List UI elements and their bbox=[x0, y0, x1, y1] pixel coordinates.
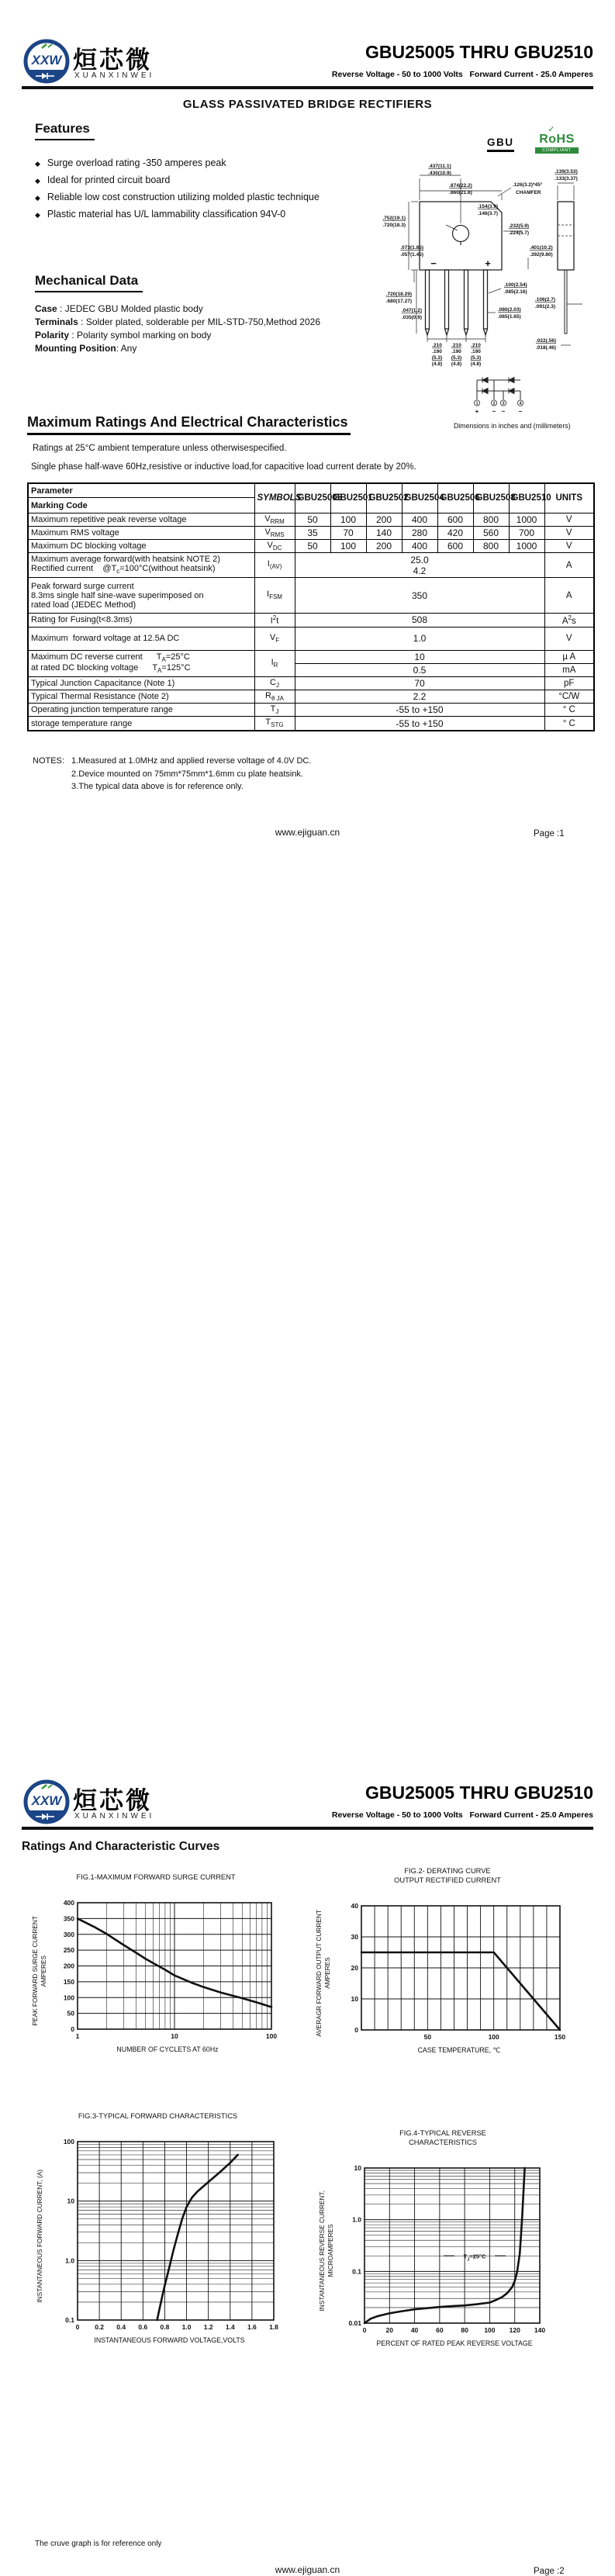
dimension-label: 4 bbox=[519, 401, 522, 406]
value-cell: 508 bbox=[295, 614, 544, 628]
value-cell: 0.5 bbox=[295, 663, 544, 676]
dimension-label: .022(.56) bbox=[535, 338, 556, 344]
symbol-cell: $V_{RRM}$ bbox=[254, 513, 295, 526]
svg-text:0.2: 0.2 bbox=[95, 2323, 105, 2331]
value-cell: 700 bbox=[509, 526, 544, 539]
company-name-en: XUANXINWEI bbox=[74, 71, 155, 80]
svg-text:0.8: 0.8 bbox=[160, 2323, 170, 2331]
title-subline: Reverse Voltage - 50 to 1000 Volts Forward Current - 25.0 Amperes bbox=[331, 1810, 593, 1820]
value-cell: 25.0 4.2 bbox=[295, 553, 544, 578]
svg-text:40: 40 bbox=[351, 1902, 358, 1910]
column-header-symbols: SYMBOLS bbox=[254, 483, 295, 513]
logo-xxw-text: XXW bbox=[31, 1793, 62, 1808]
value-cell: 400 bbox=[402, 539, 437, 552]
svg-text:1.8: 1.8 bbox=[269, 2323, 278, 2331]
symbol-cell: $C_J$ bbox=[254, 676, 295, 690]
dimension-label: .065(1.65) bbox=[498, 314, 521, 320]
unit-cell: ° C bbox=[544, 704, 594, 717]
y-axis-label: INSTANTANEOUS FORWARD CURRENT, (A) bbox=[35, 2169, 43, 2303]
column-header-parameter: Parameter Marking Code bbox=[28, 483, 254, 513]
header-divider bbox=[22, 1827, 593, 1830]
dimensions-note: Dimensions in inches and (millimeters) bbox=[454, 422, 571, 430]
dimension-label: .133(3.37) bbox=[555, 176, 578, 182]
column-header-device: GBU2508 bbox=[473, 483, 509, 513]
dimension-label: .085(2.16) bbox=[504, 289, 527, 295]
logo-xxw-text: XXW bbox=[31, 53, 62, 67]
dimension-label: (4.8) bbox=[470, 361, 482, 367]
notes-items bbox=[71, 755, 311, 794]
svg-text:0: 0 bbox=[71, 2025, 74, 2033]
value-cell: 100 bbox=[330, 513, 366, 526]
svg-text:10: 10 bbox=[171, 2032, 178, 2040]
value-cell: 200 bbox=[366, 539, 402, 552]
features-list bbox=[35, 155, 337, 223]
dimension-label: .126(3.2)*45° bbox=[513, 182, 543, 188]
note-line: 1.Measured at 1.0MHz and applied reverse voltage of 4.0V DC. bbox=[71, 756, 312, 766]
parameter-cell: Maximum RMS voltage bbox=[28, 526, 254, 539]
dimension-label: + bbox=[475, 408, 479, 415]
value-cell: -55 to +150 bbox=[295, 704, 544, 717]
svg-text:0.01: 0.01 bbox=[348, 2319, 361, 2327]
curve-reference-note: The cruve graph is for reference only bbox=[35, 2540, 162, 2548]
dimension-label: .047(1.2) bbox=[401, 308, 422, 313]
dimension-label: .190 bbox=[451, 349, 461, 354]
svg-text:300: 300 bbox=[63, 1930, 74, 1938]
parameter-cell: Maximum DC blocking voltage bbox=[28, 539, 254, 552]
column-header-device: GBU25005 bbox=[295, 483, 330, 513]
parameter-cell: Maximum DC reverse current $T_A=25^\circ C$ at rated DC blocking voltage $T_A=125^\circ C$ bbox=[28, 650, 254, 676]
dimension-label: 2 bbox=[492, 401, 496, 406]
column-header-units: UNITS bbox=[544, 483, 594, 513]
symbol-cell: $T_{STG}$ bbox=[254, 717, 295, 731]
unit-cell: µ A bbox=[544, 650, 594, 663]
company-name-en: XUANXINWEI bbox=[74, 1812, 155, 1820]
dimension-label: (4.8) bbox=[431, 361, 443, 367]
dimension-label: CHAMFER bbox=[516, 190, 541, 195]
dimension-label: .680(17.27) bbox=[385, 299, 412, 304]
symbol-cell: $V_{DC}$ bbox=[254, 539, 295, 552]
mechanical-data-line: Terminals : Solder plated, solderable per MIL-STD-750,Method 2026 bbox=[35, 316, 320, 327]
svg-text:1: 1 bbox=[75, 2032, 80, 2040]
dimension-label: − bbox=[518, 408, 523, 415]
note-line: 2.Device mounted on 75mm*75mm*1.6mm cu plate heatsink. bbox=[71, 769, 303, 779]
feature-text: Ideal for printed circuit board bbox=[47, 175, 171, 185]
mechanical-data-line: Case : JEDEC GBU Molded plastic body bbox=[35, 303, 203, 314]
figure-title: FIG.3-TYPICAL FORWARD CHARACTERISTICS bbox=[78, 2112, 238, 2120]
unit-cell: V bbox=[544, 526, 594, 539]
svg-text:1.0: 1.0 bbox=[65, 2256, 74, 2265]
value-cell: -55 to +150 bbox=[295, 717, 544, 731]
column-header-device: GBU2510 bbox=[509, 483, 544, 513]
parameter-cell: Typical Junction Capacitance (Note 1) bbox=[28, 676, 254, 690]
bullet-icon: ◆ bbox=[35, 194, 40, 202]
svg-text:40: 40 bbox=[410, 2326, 419, 2334]
symbol-cell: $V_{RMS}$ bbox=[254, 526, 295, 539]
svg-text:100: 100 bbox=[484, 2326, 496, 2334]
dimension-label: .232(5.9) bbox=[509, 223, 530, 229]
svg-text:150: 150 bbox=[554, 2033, 566, 2041]
symbol-cell: $R_{\theta JA}$ bbox=[254, 690, 295, 704]
dimension-label: .210 bbox=[432, 343, 442, 348]
dimension-label: .210 bbox=[451, 343, 461, 348]
parameter-cell: Rating for Fusing(t<8.3ms) bbox=[28, 614, 254, 628]
svg-text:1.0: 1.0 bbox=[352, 2215, 361, 2224]
symbol-cell: $I_{(AV)}$ bbox=[254, 553, 295, 578]
datasheet-page-2 bbox=[0, 870, 615, 2576]
dimension-label: (5.3) bbox=[470, 355, 482, 361]
unit-cell: pF bbox=[544, 676, 594, 690]
unit-cell: ° C bbox=[544, 717, 594, 731]
ratings-table bbox=[27, 482, 595, 731]
value-cell: 70 bbox=[330, 526, 366, 539]
dimension-label: .035(0.9) bbox=[401, 315, 422, 320]
value-cell: 2.2 bbox=[295, 690, 544, 704]
table-row bbox=[28, 513, 594, 526]
parameter-cell: Typical Thermal Resistance (Note 2) bbox=[28, 690, 254, 704]
value-cell: 350 bbox=[295, 578, 544, 614]
column-header-device: GBU2506 bbox=[437, 483, 473, 513]
value-cell: 400 bbox=[402, 513, 437, 526]
svg-text:100: 100 bbox=[63, 2138, 74, 2146]
dimension-label: .073(1.85) bbox=[400, 245, 423, 251]
value-cell: 200 bbox=[366, 513, 402, 526]
company-logo bbox=[23, 1779, 70, 1824]
table-row bbox=[28, 614, 594, 628]
x-axis-label: INSTANTANEOUS FORWARD VOLTAGE,VOLTS bbox=[94, 2336, 245, 2344]
fig1-surge-current-chart bbox=[28, 1872, 284, 2053]
dimension-label: .091(2.3) bbox=[534, 304, 555, 309]
mechanical-data-heading: Mechanical Data bbox=[35, 273, 143, 292]
svg-text:60: 60 bbox=[436, 2326, 444, 2334]
mechanical-data-list bbox=[35, 303, 320, 355]
dimension-label: − bbox=[430, 258, 437, 269]
dimension-label: ~ bbox=[492, 408, 496, 415]
svg-text:1.6: 1.6 bbox=[247, 2323, 257, 2331]
value-cell: 35 bbox=[295, 526, 330, 539]
rohs-text: RoHS bbox=[539, 133, 575, 146]
column-header-device: GBU2504 bbox=[402, 483, 437, 513]
unit-cell: V bbox=[544, 513, 594, 526]
company-name-cn: 烜芯微 bbox=[73, 1787, 152, 1814]
svg-text:100: 100 bbox=[265, 2032, 278, 2040]
dimension-label: .720(18.29) bbox=[385, 292, 412, 297]
dimension-label: .139(3.53) bbox=[555, 169, 578, 175]
value-cell: 560 bbox=[473, 526, 509, 539]
rohs-compliant-text: COMPLIANT bbox=[535, 147, 579, 154]
unit-cell: V bbox=[544, 539, 594, 552]
svg-text:120: 120 bbox=[509, 2326, 520, 2334]
figure-title: FIG.4-TYPICAL REVERSE CHARACTERISTICS bbox=[399, 2129, 486, 2146]
value-cell: 70 bbox=[295, 676, 544, 690]
svg-text:0: 0 bbox=[75, 2323, 80, 2331]
feature-text: Plastic material has U/L lammability classification 94V-0 bbox=[47, 209, 286, 220]
dimension-label: .100(2.54) bbox=[504, 282, 527, 288]
mechanical-data-line: Mounting Position: Any bbox=[35, 343, 137, 354]
parameter-cell: Maximum average forward(with heatsink NOTE 2) Rectified current $@T_c=100^\circ C(without$ heatsink) bbox=[28, 553, 254, 578]
svg-text:0.1: 0.1 bbox=[352, 2267, 361, 2276]
figure-title: FIG.1-MAXIMUM FORWARD SURGE CURRENT bbox=[76, 1873, 236, 1881]
features-heading: Features bbox=[35, 121, 95, 140]
dimension-label: .752(19.1) bbox=[382, 216, 406, 221]
website-footer: www.ejiguan.cn bbox=[275, 827, 340, 838]
value-cell: 800 bbox=[473, 539, 509, 552]
svg-text:100: 100 bbox=[63, 1993, 74, 2002]
page-title: GBU25005 THRU GBU2510 bbox=[365, 1782, 593, 1803]
ratings-condition-1: Ratings at 25°C ambient temperature unless otherwisespecified. bbox=[33, 444, 287, 453]
dimension-label: 1 bbox=[475, 401, 479, 406]
dimension-label: .057(1.45) bbox=[400, 252, 423, 258]
fig4-reverse-characteristics-chart bbox=[315, 2128, 571, 2347]
bullet-icon: ◆ bbox=[35, 160, 40, 168]
dimension-label: .018(.46) bbox=[535, 345, 556, 351]
figure-title: FIG.2- DERATING CURVE OUTPUT RECTIFIED CURRENT bbox=[394, 1867, 501, 1884]
svg-text:0.1: 0.1 bbox=[65, 2316, 74, 2324]
figure-plot bbox=[335, 1902, 566, 2044]
table-row bbox=[28, 717, 594, 731]
notes-label: NOTES: bbox=[33, 756, 64, 766]
symbol-cell: $T_J$ bbox=[254, 704, 295, 717]
fig3-forward-characteristics-chart bbox=[28, 2111, 288, 2344]
dimension-label: .392(9.80) bbox=[530, 252, 553, 258]
svg-text:30: 30 bbox=[351, 1933, 358, 1941]
value-cell: 50 bbox=[295, 539, 330, 552]
table-row bbox=[28, 539, 594, 552]
parameter-cell: storage temperature range bbox=[28, 717, 254, 731]
svg-text:350: 350 bbox=[63, 1914, 74, 1923]
dimension-label: .190 bbox=[432, 349, 442, 354]
figure-plot bbox=[338, 2164, 546, 2337]
parameter-cell: Peak forward surge current 8.3ms single half sine-wave superimposed on rated load (JEDEC Method) bbox=[28, 578, 254, 614]
datasheet-page-1 bbox=[0, 0, 615, 870]
value-cell: 1000 bbox=[509, 513, 544, 526]
svg-text:0.6: 0.6 bbox=[138, 2323, 148, 2331]
svg-text:1.4: 1.4 bbox=[225, 2323, 235, 2331]
unit-cell: A bbox=[544, 553, 594, 578]
figure-plot bbox=[51, 1899, 278, 2043]
svg-text:140: 140 bbox=[534, 2326, 546, 2334]
y-axis-label: PEAK FORWARD SURGE CURRENT AMPERES bbox=[31, 1916, 47, 2026]
svg-text:10: 10 bbox=[354, 2164, 361, 2172]
dimension-label: .154(3.9) bbox=[477, 204, 499, 209]
dimension-label: .874(22.2) bbox=[449, 183, 472, 188]
dimension-label: (5.3) bbox=[451, 355, 462, 361]
rohs-check-icon: ✓ bbox=[548, 125, 555, 134]
symbol-cell: $I^2t$ bbox=[254, 614, 295, 628]
svg-text:50: 50 bbox=[423, 2033, 432, 2041]
page-number: Page :1 bbox=[534, 829, 565, 838]
value-cell: 1.0 bbox=[295, 627, 544, 650]
package-outline-drawing bbox=[320, 109, 615, 417]
svg-text:1.0: 1.0 bbox=[181, 2323, 192, 2331]
unit-cell: A bbox=[544, 578, 594, 614]
dimension-label: 3 bbox=[502, 401, 505, 406]
ratings-heading: Maximum Ratings And Electrical Characteristics bbox=[27, 414, 351, 435]
bullet-icon: ◆ bbox=[35, 177, 40, 185]
unit-cell: $A^2s$ bbox=[544, 614, 594, 628]
notes-block bbox=[33, 755, 311, 794]
table-header-row bbox=[28, 483, 594, 513]
value-cell: 50 bbox=[295, 513, 330, 526]
table-row bbox=[28, 578, 594, 614]
table-row bbox=[28, 676, 594, 690]
page-title: GBU25005 THRU GBU2510 bbox=[365, 42, 593, 62]
value-cell: 600 bbox=[437, 513, 473, 526]
value-cell: 10 bbox=[295, 650, 544, 663]
value-cell: 280 bbox=[402, 526, 437, 539]
svg-text:250: 250 bbox=[63, 1946, 74, 1955]
dimension-label: (4.8) bbox=[451, 361, 462, 367]
svg-text:1.2: 1.2 bbox=[203, 2323, 213, 2331]
svg-text:0: 0 bbox=[362, 2326, 367, 2334]
feature-text: Surge overload rating -350 amperes peak bbox=[47, 157, 226, 168]
y-axis-label: INSTANTANEOUS REVERSE CURRENT, MICROAMPERES bbox=[318, 2190, 334, 2311]
x-axis-label: NUMBER OF CYCLETS AT 60Hz bbox=[116, 2045, 219, 2053]
annotation-tj-25c: $T_J=25^\circ C$ bbox=[463, 2253, 486, 2263]
dimension-label: .080(2.03) bbox=[498, 307, 521, 313]
page-number: Page :2 bbox=[534, 2567, 565, 2576]
feature-item bbox=[35, 155, 337, 172]
column-header-device: GBU2501 bbox=[330, 483, 366, 513]
table-row bbox=[28, 553, 594, 578]
ratings-condition-2: Single phase half-wave 60Hz,resistive or inductive load,for capacitive load current derate by 20%. bbox=[31, 462, 416, 472]
column-header-device: GBU2502 bbox=[366, 483, 402, 513]
svg-text:150: 150 bbox=[63, 1977, 74, 1986]
dimension-label: .190 bbox=[471, 349, 481, 354]
curves-heading: Ratings And Characteristic Curves bbox=[22, 1840, 220, 1853]
feature-text: Reliable low cost construction utilizing molded plastic technique bbox=[47, 192, 320, 202]
svg-text:10: 10 bbox=[351, 1995, 358, 2003]
value-cell: 800 bbox=[473, 513, 509, 526]
bullet-icon: ◆ bbox=[35, 211, 40, 219]
package-name-label: GBU bbox=[487, 137, 514, 152]
feature-item bbox=[35, 189, 337, 206]
svg-text:100: 100 bbox=[488, 2033, 499, 2041]
unit-cell: mA bbox=[544, 663, 594, 676]
table-row bbox=[28, 650, 594, 663]
table-row bbox=[28, 627, 594, 650]
dimension-label: .106(2.7) bbox=[534, 297, 555, 303]
header-divider bbox=[22, 86, 593, 89]
svg-text:80: 80 bbox=[461, 2326, 468, 2334]
value-cell: 600 bbox=[437, 539, 473, 552]
dimension-label: ~ bbox=[501, 408, 506, 415]
mechanical-data-line: Polarity : Polarity symbol marking on body bbox=[35, 330, 212, 341]
svg-text:0.4: 0.4 bbox=[116, 2323, 126, 2331]
dimension-label: .146(3.7) bbox=[477, 211, 499, 216]
value-cell: 420 bbox=[437, 526, 473, 539]
note-line: 3.The typical data above is for reference only. bbox=[71, 782, 244, 791]
product-heading: GLASS PASSIVATED BRIDGE RECTIFIERS bbox=[182, 98, 433, 111]
dimension-label: .210 bbox=[471, 343, 481, 348]
value-cell: 100 bbox=[330, 539, 366, 552]
svg-text:10: 10 bbox=[67, 2197, 74, 2205]
table-row bbox=[28, 704, 594, 717]
table-row bbox=[28, 526, 594, 539]
svg-text:20: 20 bbox=[351, 1964, 358, 1972]
dimension-label: + bbox=[485, 258, 491, 269]
svg-text:200: 200 bbox=[63, 1962, 74, 1970]
parameter-cell: Operating junction temperature range bbox=[28, 704, 254, 717]
feature-item bbox=[35, 206, 337, 223]
website-footer: www.ejiguan.cn bbox=[275, 2564, 340, 2575]
fig2-derating-curve-chart bbox=[312, 1866, 583, 2055]
feature-item bbox=[35, 172, 337, 189]
svg-text:20: 20 bbox=[385, 2326, 394, 2334]
unit-cell: V bbox=[544, 627, 594, 650]
figure-plot bbox=[51, 2138, 280, 2334]
y-axis-label: AVERAGR FORWARD OUTPUT CURRENT AMPERES bbox=[315, 1909, 331, 2037]
table-row bbox=[28, 690, 594, 704]
parameter-cell: Maximum repetitive peak reverse voltage bbox=[28, 513, 254, 526]
dimension-label: .720(18.3) bbox=[382, 223, 406, 228]
symbol-cell: $V_F$ bbox=[254, 627, 295, 650]
dimension-label: .401(10.2) bbox=[530, 245, 553, 251]
dimension-label: .860(21.8) bbox=[449, 190, 472, 195]
title-subline: Reverse Voltage - 50 to 1000 Volts Forward Current - 25.0 Amperes bbox=[331, 70, 593, 79]
dimension-label: .437(11.1) bbox=[428, 164, 451, 169]
x-axis-label: PERCENT OF RATED PEAK REVERSE VOLTAGE bbox=[376, 2339, 533, 2347]
value-cell: 140 bbox=[366, 526, 402, 539]
unit-cell: °C/W bbox=[544, 690, 594, 704]
symbol-cell: $I_R$ bbox=[254, 650, 295, 676]
dimension-label: .224(5.7) bbox=[509, 230, 530, 236]
dimension-label: (5.3) bbox=[431, 355, 443, 361]
parameter-cell: Maximum forward voltage at 12.5A DC bbox=[28, 627, 254, 650]
value-cell: 1000 bbox=[509, 539, 544, 552]
symbol-cell: $I_{FSM}$ bbox=[254, 578, 295, 614]
x-axis-label: CASE TEMPERATURE, ℃ bbox=[417, 2046, 501, 2054]
company-name-cn: 烜芯微 bbox=[73, 47, 152, 74]
company-logo bbox=[23, 39, 70, 84]
svg-text:0: 0 bbox=[354, 2026, 358, 2034]
svg-text:50: 50 bbox=[67, 2009, 74, 2018]
svg-text:400: 400 bbox=[63, 1899, 74, 1907]
dimension-label: .430(10.9) bbox=[428, 171, 451, 176]
